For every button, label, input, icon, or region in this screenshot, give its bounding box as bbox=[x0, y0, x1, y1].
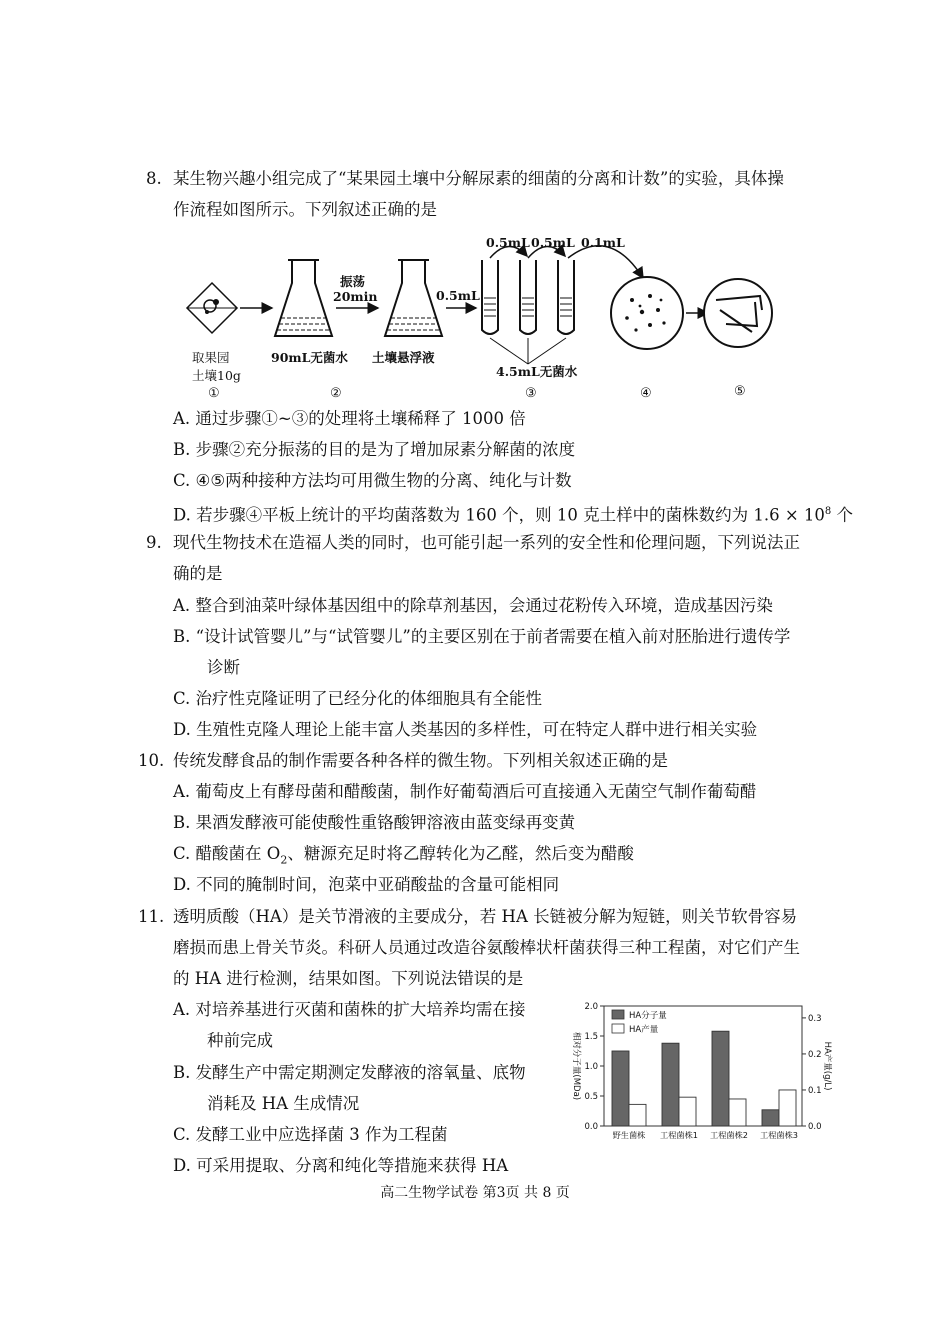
q9-option-c: C. 治疗性克隆证明了已经分化的体细胞具有全能性 bbox=[173, 689, 543, 708]
q10-option-b: B. 果酒发酵液可能使酸性重铬酸钾溶液由蓝变绿再变黄 bbox=[173, 813, 576, 832]
sterile-water-label: 4.5mL无菌水 bbox=[496, 364, 578, 379]
bar-yield bbox=[629, 1104, 646, 1126]
q11-option-a: A. 对培养基进行灭菌和菌株的扩大培养均需在接 bbox=[173, 1000, 526, 1019]
question-10-number: 10. bbox=[138, 751, 165, 770]
bar-yield bbox=[729, 1099, 746, 1126]
question-11-stem: 透明质酸（HA）是关节滑液的主要成分，若 HA 长链被分解为短链，则关节软骨容易 bbox=[173, 907, 798, 926]
q10-option-c: C. 醋酸菌在 $O_2$、糖源充足时将乙醇转化为乙醛，然后变为醋酸 bbox=[173, 844, 634, 867]
right-tick-label: 0.3 bbox=[808, 1013, 822, 1024]
step-5-marker: ⑤ bbox=[734, 384, 746, 399]
q9-option-d: D. 生殖性克隆人理论上能丰富人类基因的多样性，可在特定人群中进行相关实验 bbox=[173, 720, 758, 739]
q8-option-a: A. 通过步骤①~③的处理将土壤稀释了 1000 倍 bbox=[173, 409, 526, 428]
right-tick-label: 0.0 bbox=[808, 1122, 822, 1132]
q11-option-c: C. 发酵工业中应选择菌 3 作为工程菌 bbox=[173, 1125, 448, 1144]
shake-label: 振荡 bbox=[340, 274, 366, 289]
category-label: 工程菌株3 bbox=[760, 1130, 798, 1140]
question-9-number: 9. bbox=[146, 533, 162, 552]
petri-dish-colonies-icon bbox=[611, 277, 683, 349]
soil-sample-weight-label: 土壤10g bbox=[192, 368, 241, 383]
category-label: 野生菌株 bbox=[612, 1130, 646, 1140]
step-3-marker: ③ bbox=[525, 386, 537, 401]
legend-swatch-molecular-weight bbox=[612, 1010, 624, 1019]
category-label: 工程菌株2 bbox=[710, 1130, 748, 1140]
flask2-label: 土壤悬浮液 bbox=[372, 350, 435, 365]
soil-sample-label: 取果园 bbox=[192, 350, 230, 365]
question-9-stem-cont: 确的是 bbox=[173, 564, 223, 583]
legend-label-yield: HA产量 bbox=[629, 1025, 659, 1035]
test-tube-icon bbox=[520, 260, 536, 334]
q10-option-a: A. 葡萄皮上有酵母菌和醋酸菌，制作好葡萄酒后可直接通入无菌空气制作葡萄醋 bbox=[173, 782, 757, 801]
bar-molecular-weight bbox=[762, 1110, 779, 1126]
transfer-label-1: 0.5mL bbox=[486, 235, 530, 250]
q8-option-c: C. ④⑤两种接种方法均可用微生物的分离、纯化与计数 bbox=[173, 471, 572, 490]
bar-yield bbox=[679, 1097, 696, 1126]
bar-molecular-weight bbox=[712, 1031, 729, 1126]
step-1-marker: ① bbox=[208, 386, 220, 401]
legend-swatch-yield bbox=[612, 1024, 624, 1033]
transfer-label-3: 0.1mL bbox=[581, 235, 625, 250]
bar-molecular-weight bbox=[612, 1051, 629, 1126]
legend-label-molecular-weight: HA分子量 bbox=[629, 1011, 667, 1021]
category-label: 工程菌株1 bbox=[660, 1130, 698, 1140]
left-tick-label: 0.0 bbox=[584, 1122, 598, 1132]
right-axis-title: HA产量(g/L) bbox=[822, 1041, 832, 1091]
right-tick-label: 0.2 bbox=[808, 1049, 822, 1060]
flask-icon bbox=[385, 260, 442, 336]
q8-option-b: B. 步骤②充分振荡的目的是为了增加尿素分解菌的浓度 bbox=[173, 440, 576, 459]
left-tick-label: 1.5 bbox=[584, 1032, 598, 1042]
bar-yield bbox=[779, 1090, 796, 1126]
q11-option-d: D. 可采用提取、分离和纯化等措施来获得 HA bbox=[173, 1156, 509, 1175]
ha-bar-chart bbox=[562, 998, 837, 1146]
left-tick-label: 2.0 bbox=[584, 1002, 598, 1012]
question-10-stem: 传统发酵食品的制作需要各种各样的微生物。下列相关叙述正确的是 bbox=[173, 751, 668, 770]
transfer-label-2: 0.5mL bbox=[531, 235, 575, 250]
left-axis-title: 相对分子量(MDa) bbox=[571, 1031, 581, 1101]
q9-option-b-cont: 诊断 bbox=[207, 658, 240, 677]
right-tick-label: 0.1 bbox=[808, 1085, 822, 1096]
question-8-stem: 某生物兴趣小组完成了“某果园土壤中分解尿素的细菌的分离和计数”的实验，具体操 bbox=[173, 169, 784, 188]
question-8-stem-cont: 作流程如图所示。下列叙述正确的是 bbox=[173, 200, 437, 219]
q10-option-d: D. 不同的腌制时间，泡菜中亚硝酸盐的含量可能相同 bbox=[173, 875, 560, 894]
q11-option-b-cont: 消耗及 HA 生成情况 bbox=[207, 1094, 360, 1113]
question-9-stem: 现代生物技术在造福人类的同时，也可能引起一系列的安全性和伦理问题，下列说法正 bbox=[173, 533, 800, 552]
streak-plate-icon bbox=[704, 279, 772, 347]
q8-option-d: D. 若步骤④平板上统计的平均菌落数为 160 个，则 10 克土样中的菌株数约为 $1.6 \times 10^8$ 个 bbox=[173, 505, 854, 525]
q11-option-a-cont: 种前完成 bbox=[207, 1031, 273, 1050]
question-11-stem-cont: 磨损而患上骨关节炎。科研人员通过改造谷氨酸棒状杆菌获得三种工程菌，对它们产生 bbox=[173, 938, 800, 957]
flask1-label: 90mL无菌水 bbox=[271, 350, 348, 365]
q9-option-a: A. 整合到油菜叶绿体基因组中的除草剂基因，会通过花粉传入环境，造成基因污染 bbox=[173, 596, 773, 615]
test-tube-icon bbox=[482, 260, 498, 334]
step-2-marker: ② bbox=[330, 386, 342, 401]
q11-option-b: B. 发酵生产中需定期测定发酵液的溶氧量、底物 bbox=[173, 1063, 526, 1082]
page-footer: 高二生物学试卷 第3页 共 8 页 bbox=[380, 1185, 570, 1201]
test-tube-icon bbox=[558, 260, 574, 334]
left-tick-label: 0.5 bbox=[584, 1092, 598, 1102]
q9-option-b: B. “设计试管婴儿”与“试管婴儿”的主要区别在于前者需要在植入前对胚胎进行遗传学 bbox=[173, 627, 791, 646]
flask-icon bbox=[275, 260, 332, 336]
question-11-stem-cont2: 的 HA 进行检测，结果如图。下列说法错误的是 bbox=[173, 969, 524, 988]
step-4-marker: ④ bbox=[640, 386, 652, 401]
left-tick-label: 1.0 bbox=[584, 1062, 598, 1072]
transfer-volume-label: 0.5mL bbox=[436, 288, 480, 303]
question-11-number: 11. bbox=[138, 907, 165, 926]
experiment-flow-diagram bbox=[180, 228, 780, 403]
soil-sample-icon bbox=[187, 283, 237, 333]
bar-molecular-weight bbox=[662, 1043, 679, 1126]
shake-time-label: 20min bbox=[333, 289, 378, 304]
question-8-number: 8. bbox=[146, 169, 162, 188]
